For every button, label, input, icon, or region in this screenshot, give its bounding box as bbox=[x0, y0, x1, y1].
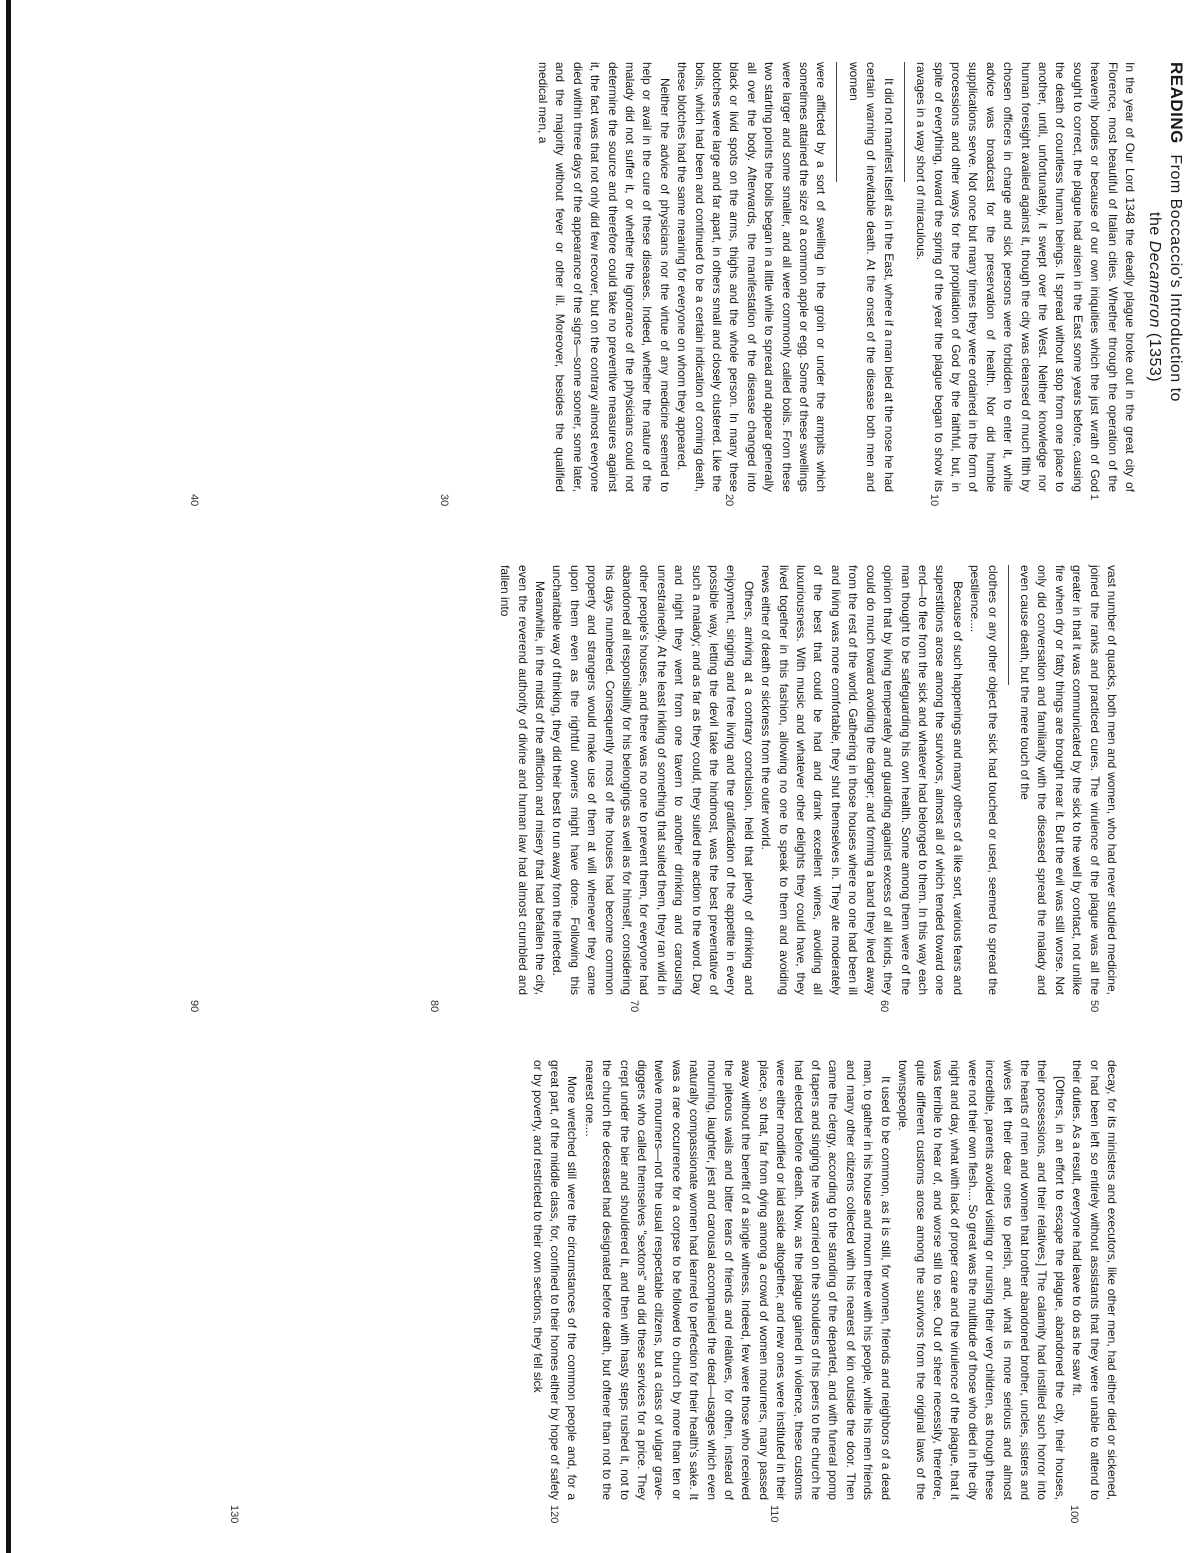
paragraph: were afflicted by a sort of swelling in the groin or under the armpits which sometimes attained the size of a common apple or egg. Some of these swellings were larger and some smaller, and all were commonly called boils. From these two starting points the boils began in a little while to spread and appear generally all over the body. Afterwards, the manifestation of the disease changed into black or livid spots on the arms, thighs and the whole person. In many these blotches were large and far apart, in others small and closely clustered. Like the boils, which had been and continued to be a certain indication of coming death, these blotches had the same meaning for everyone on whom they appeared. bbox=[675, 62, 829, 492]
paragraph: clothes or any other object the sick had touched or used, seemed to spread the pestilence.... bbox=[968, 565, 1000, 995]
line-number: 40 bbox=[188, 494, 200, 507]
reading-heading bbox=[1144, 62, 1186, 762]
paragraph: It used to be common, as it is still, for women, friends and neighbors of a dead man, to gather in his house and mourn there with his people, while his men friends and many other citizens collected with his nearest of kin outside the door. Then came the clergy, according to the standing of the departed, and with funeral pomp of tapers and singing he was carried on the shoulders of his peers to the church he had elected before death. Now, as the plague gained in violence, these customs were either modified or laid aside altogether, and new ones were instituted in their place, so that, far from dying among a crowd of women mourners, many passed away without the benefit of a single witness. Indeed, few were those who received the piteous wails and bitter tears of friends and relatives, for often, instead of mourning, laughter, jest and carousal accompanied the dead—usages which even naturally compassionate women had learned to perfection for their health's sake. It was a rare occurrence for a corpse to be followed to church by more than ten or twelve mourners—not the usual respectable citizens, but a class of vulgar grave-diggers who called themselves "sextons" and did these services for a price. They crept under the bier and shouldered it, and then with hasty steps rushed it, not to the church the deceased had designated before death, but oftener than not to the nearest one.... bbox=[582, 1060, 893, 1500]
text-column-1 bbox=[534, 62, 1138, 492]
paragraph: Because of such happenings and many others of a like sort, various fears and superstitions arose among the survivors, almost all of which tended toward one end—to flee from the sick and whatever had belonged to them. In this way each man thought to be safeguarding his own health. Some among them were of the opinion that by living temperately and guarding against excess of all kinds, they could do much toward avoiding the danger; and forming a band they lived away from the rest of the world. Gathering in those houses where no one had been ill and living was more comfortable, they shut themselves in. They ate moderately of the best that could be had and drank excellent wines, avoiding all luxuriousness. With music and whatever other delights they could have, they lived together in this fashion, allowing no one to speak to them and avoiding news either of death or sickness from the outer world. bbox=[759, 565, 965, 995]
line-number: 50 bbox=[1088, 1000, 1100, 1013]
line-number: 80 bbox=[428, 1000, 440, 1013]
line-number: 130 bbox=[228, 1505, 240, 1524]
paragraph: [Others, in an effort to escape the plague, abandoned the city, their houses, their possessions, and their relatives.] The calamity had instilled such horror into the hearts of men and women that brother abandoned brother, uncles, sisters and wives left their dear ones to perish, and, what is more serious and almost incredible, parents avoided visiting or nursing their very children, as though these were not their own flesh.... So great was the multitude of those who died in the city night and day, what with lack of proper care and the virulence of the plague, that it was terrible to hear of, and worse still to see. Out of sheer necessity, therefore, quite different customs arose among the survivors from the original laws of the townspeople. bbox=[896, 1060, 1067, 1500]
reading-title-prefix: the bbox=[1146, 212, 1163, 236]
line-number: 30 bbox=[438, 494, 450, 507]
paragraph: decay, for its ministers and executors, like other men, had either died or sickened, or had been left so entirely without assistants that they were unable to attend to their duties. As a result, everyone had leave to do as he saw fit. bbox=[1070, 1060, 1119, 1500]
line-number: 70 bbox=[628, 1000, 640, 1013]
divider bbox=[1008, 565, 1009, 685]
reading-title-italic: Decameron bbox=[1146, 240, 1163, 328]
line-number: 1 bbox=[1088, 494, 1100, 501]
line-number: 10 bbox=[928, 494, 940, 507]
line-number: 100 bbox=[1068, 1505, 1080, 1524]
reading-title-line1: From Boccaccio's Introduction to bbox=[1167, 154, 1184, 402]
paragraph: vast number of quacks, both men and women, who had never studied medicine, joined the ranks and practiced cures. The virulence of the plague was all the greater in that it was communicated by the sick to the well by contact, not unlike fire when dry or fatty things are brought near it. But the evil was still worse. Not only did conversation and familiarity with the diseased spread the malady and even cause death, but the mere touch of the bbox=[1017, 565, 1119, 995]
divider bbox=[837, 62, 838, 182]
paragraph: Neither the advice of physicians nor the virtue of any medicine seemed to help or avail in the cure of these diseases. Indeed, whether the nature of the malady did not suffer it, or whether the ignorance of the physicians could not determine the source and therefore could take no preventive measures against it, the fact was that not only did few recover, but on the contrary almost everyone died within three days of the appearance of the signs—some sooner, some later, and the majority without fever or other ill. Moreover, besides the qualified medical men, a bbox=[536, 62, 672, 492]
line-number: 20 bbox=[723, 494, 735, 507]
paragraph: In the year of Our Lord 1348 the deadly plague broke out in the great city of Florence, most beautiful of Italian cities. Whether through the operation of the heavenly bodies or because of our own iniquities which the just wrath of God sought to correct, the plague had arisen in the East some years before, causing the death of countless human beings. It spread without stop from one place to another, until, unfortunately, it swept over the West. Neither knowledge nor human foresight availed against it, though the city was cleansed of much filth by chosen officers in charge and sick persons were forbidden to enter it, while advice was broadcast for the preservation of health. Nor did humble supplications serve. Not once but many times they were ordained in the form of processions and other ways for the propitiation of God by the faithful, but, in spite of everything, toward the spring of the year the plague began to show its ravages in a way short of miraculous. bbox=[914, 62, 1137, 492]
reading-label: READING bbox=[1167, 62, 1186, 144]
divider bbox=[904, 62, 905, 182]
scan-edge-bar bbox=[6, 0, 11, 1553]
paragraph: Others, arriving at a contrary conclusion, held that plenty of drinking and enjoyment, singing and free living and the gratification of the appetite in every possible way, letting the devil take the hindmost, was the best preventative of such a malady; and as far as they could, they suited the action to the word. Day and night they went from one tavern to another drinking and carousing unrestrainedly. At the least inkling of something that suited them, they ran wild in other people's houses, and there was no one to prevent them, for everyone had abandoned all responsibility for his belongings as well as for himself, considering his days numbered. Consequently most of the houses had become common property and strangers would make use of them at will whenever they came upon them even as the rightful owners might have done. Following this uncharitable way of thinking, they did their best to run away from the infected. bbox=[550, 565, 756, 995]
line-number: 90 bbox=[188, 1000, 200, 1013]
paragraph: More wretched still were the circumstances of the common people and, for a great part, of the middle class, for, confined to their homes either by hope of safety or by poverty, and restricted to their own sections, they fell sick bbox=[530, 1060, 580, 1500]
text-column-3 bbox=[528, 1060, 1120, 1500]
line-number: 110 bbox=[768, 1505, 780, 1523]
line-number: 120 bbox=[548, 1505, 560, 1524]
paragraph: Meanwhile, in the midst of the affliction and misery that had befallen the city, even the reverend authority of divine and human law had almost crumbled and fallen into bbox=[498, 565, 547, 995]
paragraph: It did not manifest itself as in the East, where if a man bled at the nose he had certain warning of inevitable death. At the onset of the disease both men and women bbox=[846, 62, 896, 492]
line-number: 60 bbox=[878, 1000, 890, 1013]
text-column-2 bbox=[496, 565, 1120, 995]
reading-title-year: (1353) bbox=[1146, 332, 1163, 383]
